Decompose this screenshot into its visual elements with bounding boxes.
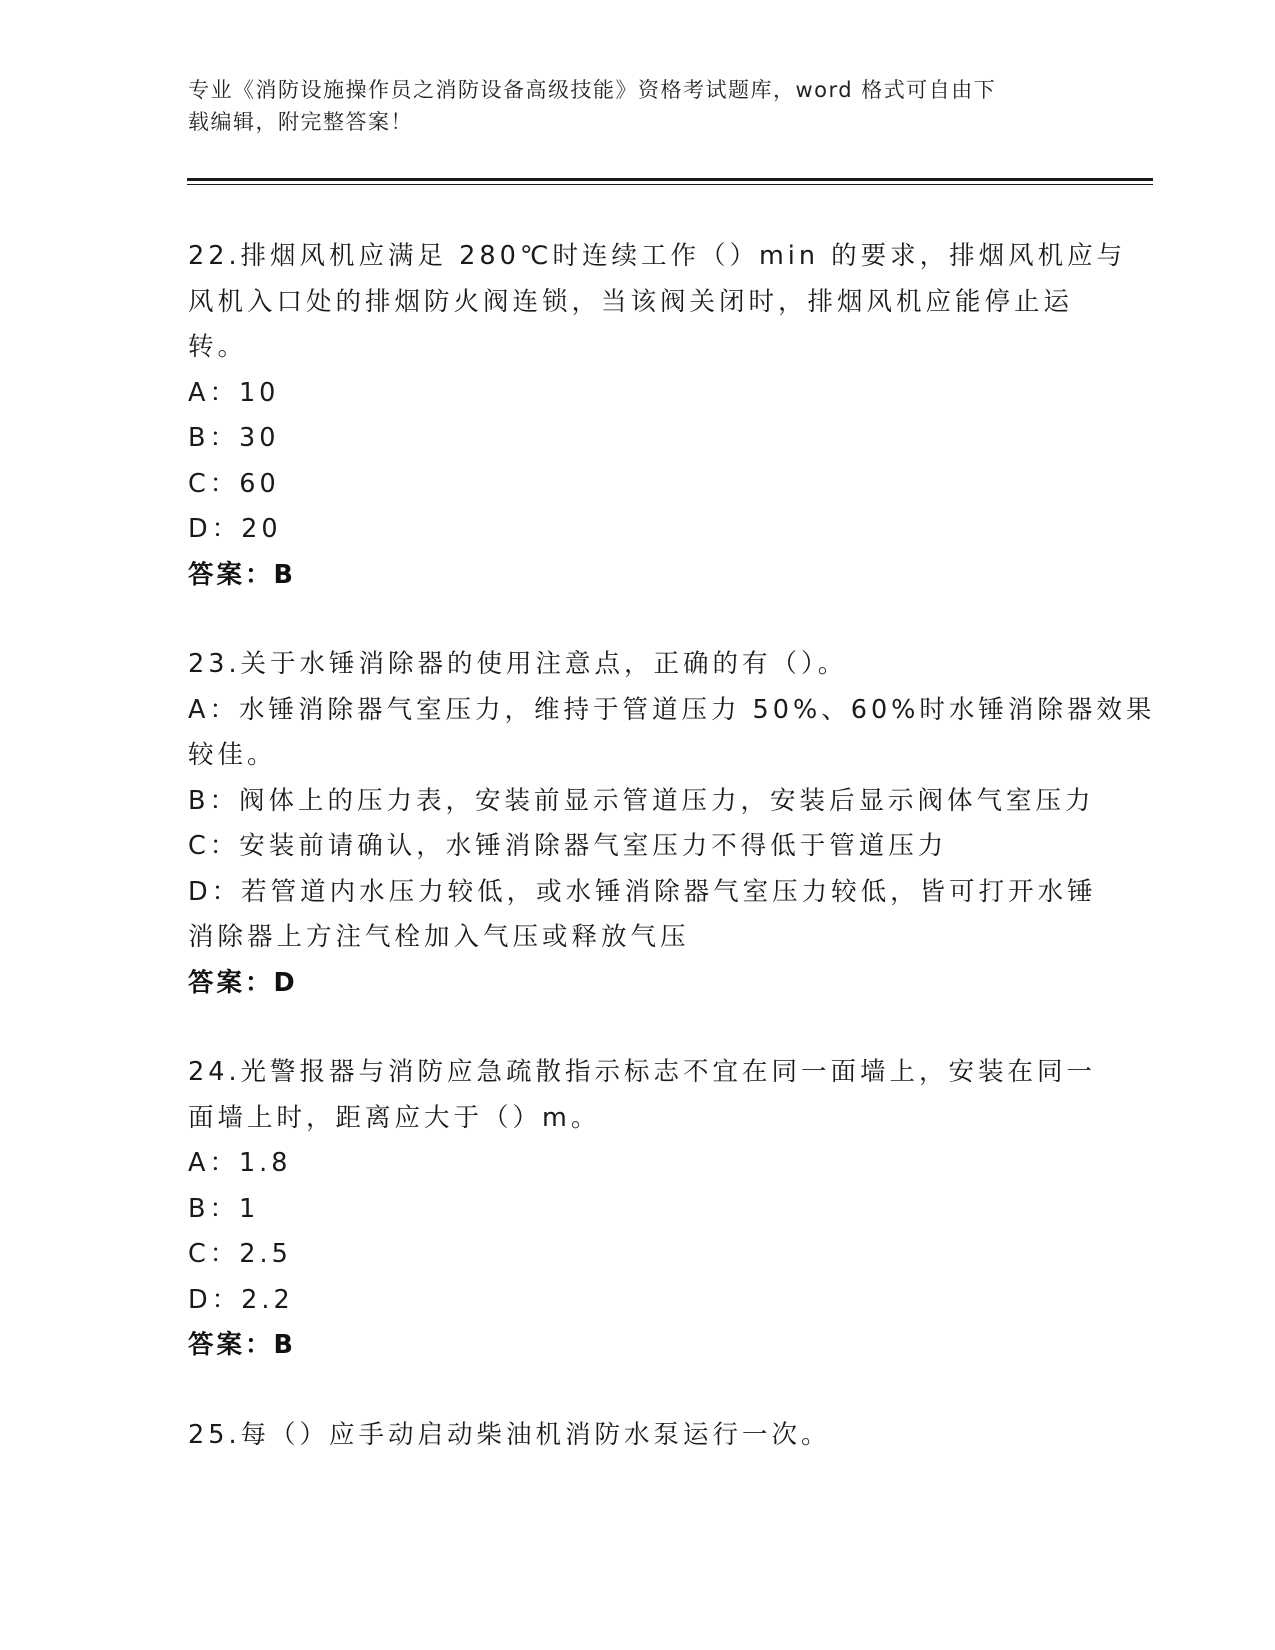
answer-line: 答案：B xyxy=(188,559,296,590)
option-line: D：20 xyxy=(188,514,282,544)
option-b xyxy=(188,779,1095,825)
header-divider-thin xyxy=(187,184,1153,185)
option-d xyxy=(188,507,1088,553)
option-b xyxy=(188,1187,1088,1233)
stem-line: 23.关于水锤消除器的使用注意点，正确的有（）。 xyxy=(188,649,848,679)
option-line: D：2.2 xyxy=(188,1284,294,1315)
option-c xyxy=(188,824,1088,870)
option-c xyxy=(188,462,1088,508)
stem-line: 24.光警报器与消防应急疏散指示标志不宜在同一面墙上，安装在同一 xyxy=(188,1057,1097,1087)
option-line: B：30 xyxy=(188,423,280,453)
question-23 xyxy=(188,642,1156,1006)
option-line: C：60 xyxy=(188,468,280,499)
option-line: A：1.8 xyxy=(188,1148,292,1178)
option-c xyxy=(188,1232,1088,1278)
document-header xyxy=(188,74,1068,138)
option-a xyxy=(188,1141,1088,1187)
header-divider-thick xyxy=(187,178,1153,181)
option-line: 消除器上方注气栓加入气压或释放气压 xyxy=(188,922,690,952)
answer-line: 答案：D xyxy=(188,967,298,998)
question-stem xyxy=(188,1050,1097,1141)
stem-line: 22.排烟风机应满足 280℃时连续工作（）min 的要求，排烟风机应与 xyxy=(188,241,1127,271)
stem-line: 风机入口处的排烟防火阀连锁，当该阀关闭时，排烟风机应能停止运 xyxy=(188,286,1074,317)
stem-line: 25.每（）应手动启动柴油机消防水泵运行一次。 xyxy=(188,1419,831,1450)
option-line: A：水锤消除器气室压力，维持于管道压力 50%、60%时水锤消除器效果 xyxy=(188,694,1156,725)
option-a xyxy=(188,371,1088,417)
question-list xyxy=(188,234,1156,1502)
question-22 xyxy=(188,234,1127,598)
option-d xyxy=(188,1278,1088,1324)
header-line-2: 载编辑，附完整答案！ xyxy=(188,110,413,134)
option-line: 较佳。 xyxy=(188,740,277,770)
option-line: C：安装前请确认，水锤消除器气室压力不得低于管道压力 xyxy=(188,831,948,861)
option-line: A：10 xyxy=(188,377,280,408)
stem-line: 转。 xyxy=(188,332,248,362)
option-line: C：2.5 xyxy=(188,1239,292,1269)
option-line: D：若管道内水压力较低，或水锤消除器气室压力较低，皆可打开水锤 xyxy=(188,876,1097,907)
option-a xyxy=(188,688,1156,779)
option-line: B：阀体上的压力表，安装前显示管道压力，安装后显示阀体气室压力 xyxy=(188,785,1095,816)
answer-line: 答案：B xyxy=(188,1330,296,1360)
question-stem xyxy=(188,642,1088,688)
stem-line: 面墙上时，距离应大于（）m。 xyxy=(188,1102,601,1133)
question-stem xyxy=(188,1413,1088,1459)
question-25 xyxy=(188,1413,1088,1459)
option-b xyxy=(188,416,1088,462)
option-d xyxy=(188,870,1097,961)
header-line-1: 专业《消防设施操作员之消防设备高级技能》资格考试题库，word 格式可自由下 xyxy=(188,78,997,102)
option-line: B：1 xyxy=(188,1193,260,1224)
question-stem xyxy=(188,234,1127,371)
question-24 xyxy=(188,1050,1097,1369)
